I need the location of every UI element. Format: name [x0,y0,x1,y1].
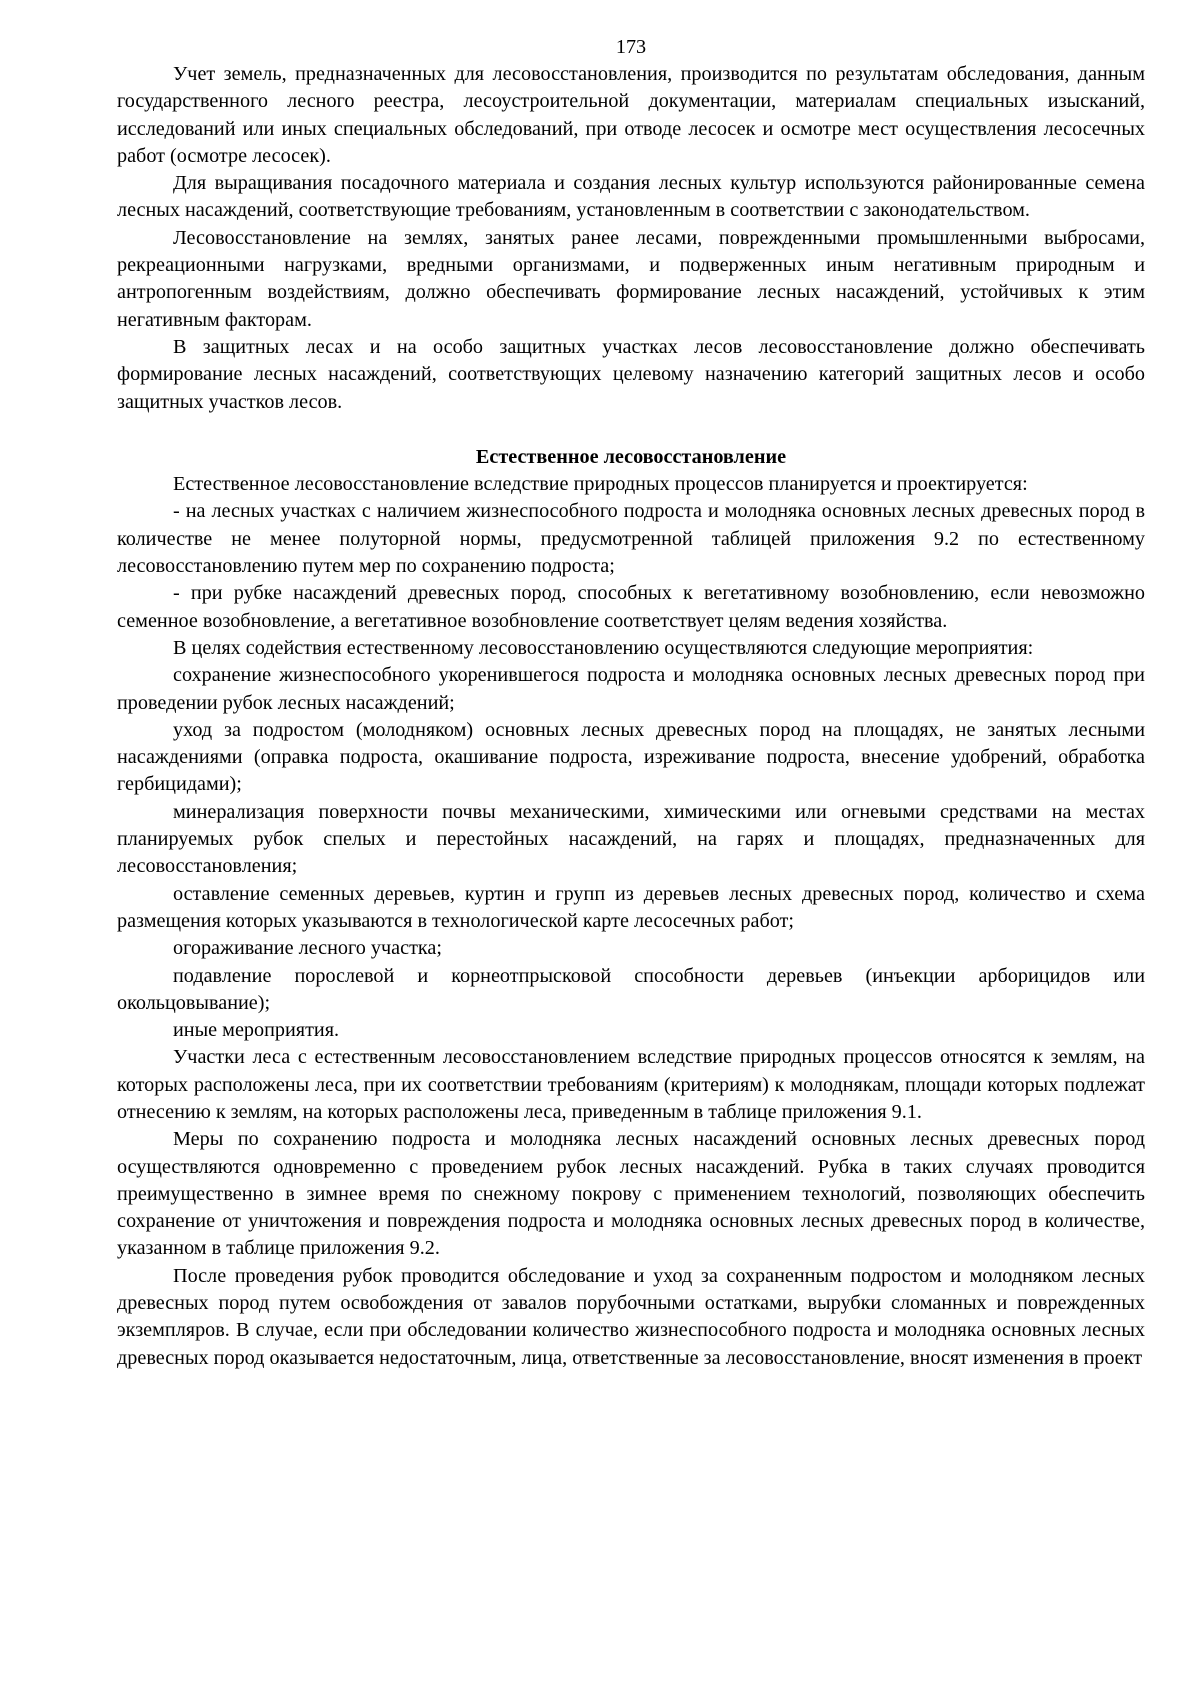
list-item: сохранение жизнеспособного укоренившегося подроста и молодняка основных лесных древесных пород при проведении рубок лесных насаждений; [117,664,1145,714]
list-item: оставление семенных деревьев, куртин и групп из деревьев лесных древесных пород, количество и схема размещения которых указываются в технологической карте лесосечных работ; [117,882,1145,932]
paragraph: Участки леса с естественным лесовосстановлением вследствие природных процессов относятся к землям, на которых расположены леса, при их соответствии требованиям (критериям) к молоднякам, площади которых подлежат отнесению к землям, на которых расположены леса, приведенным в таблице приложения 9.1. [117,1046,1145,1123]
list-item: - при рубке насаждений древесных пород, способных к вегетативному возобновлению, если невозможно семенное возобновление, а вегетативное возобновление соответствует целям ведения хозяйства. [117,582,1145,632]
list-item: огораживание лесного участка; [173,937,442,960]
document-page [117,34,1145,1372]
list-item: - на лесных участках с наличием жизнеспособного подроста и молодняка основных лесных древесных пород в количестве не менее полуторной нормы, предусмотренной таблицей приложения 9.2 по естественному лесовосстановлению путем мер по сохранению подроста; [117,500,1145,578]
list-item: подавление порослевой и корнеотпрысковой способности деревьев (инъекции арборицидов или окольцовывание); [117,964,1145,1014]
paragraph: Меры по сохранению подроста и молодняка лесных насаждений основных лесных древесных пород осуществляются одновременно с проведением рубок лесных насаждений. Рубка в таких случаях проводится преимущественно в зимнее время по снежному покрову с применением технологий, позволяющих обеспечить сохранение от уничтожения и повреждения подроста и молодняка основных лесных древесных пород в количестве, указанном в таблице приложения 9.2. [117,1128,1145,1260]
paragraph: После проведения рубок проводится обследование и уход за сохраненным подростом и молодняком лесных древесных пород путем освобождения от завалов порубочными остатками, вырубки сломанных и поврежденных экземпляров. В случае, если при обследовании количество жизнеспособного подроста и молодняка основных лесных древесных пород оказывается недостаточным, лица, ответственные за лесовосстановление, вносят изменения в проект [117,1264,1145,1369]
list-item: минерализация поверхности почвы механическими, химическими или огневыми средствами на местах планируемых рубок спелых и перестойных насаждений, на гарях и площадях, предназначенных для лесовосстановления; [117,800,1145,878]
paragraph: Лесовосстановление на землях, занятых ранее лесами, поврежденными промышленными выбросами, рекреационными нагрузками, вредными организмами, и подверженных иным негативным природным и антропогенным воздействиям, должно обеспечивать формирование лесных насаждений, устойчивых к этим негативным факторам. [117,226,1145,331]
paragraph: В целях содействия естественному лесовосстановлению осуществляются следующие мероприятия: [173,636,1034,659]
list-item: иные мероприятия. [173,1019,340,1042]
paragraph: Для выращивания посадочного материала и создания лесных культур используются районированные семена лесных насаждений, соответствующие требованиям, установленным в соответствии с законодательством. [117,172,1145,222]
paragraph: Естественное лесовосстановление вследствие природных процессов планируется и проектируется: [173,473,1028,496]
paragraph: Учет земель, предназначенных для лесовосстановления, производится по результатам обследования, данным государственного лесного реестра, лесоустроительной документации, материалам специальных изысканий, исследований или иных специальных обследований, при отводе лесосек и осмотре мест осуществления лесосечных работ (осмотре лесосек). [117,63,1145,167]
section-heading: Естественное лесовосстановление [475,445,787,468]
list-item: уход за подростом (молодняком) основных лесных древесных пород на площадях, не занятых лесными насаждениями (оправка подроста, окашивание подроста, изреживание подроста, внесение удобрений, обработка гербицидами); [117,718,1145,796]
paragraph: В защитных лесах и на особо защитных участках лесов лесовосстановление должно обеспечивать формирование лесных насаждений, соответствующих целевому назначению категорий защитных лесов и особо защитных участков лесов. [117,335,1145,413]
page-number: 173 [615,36,647,58]
